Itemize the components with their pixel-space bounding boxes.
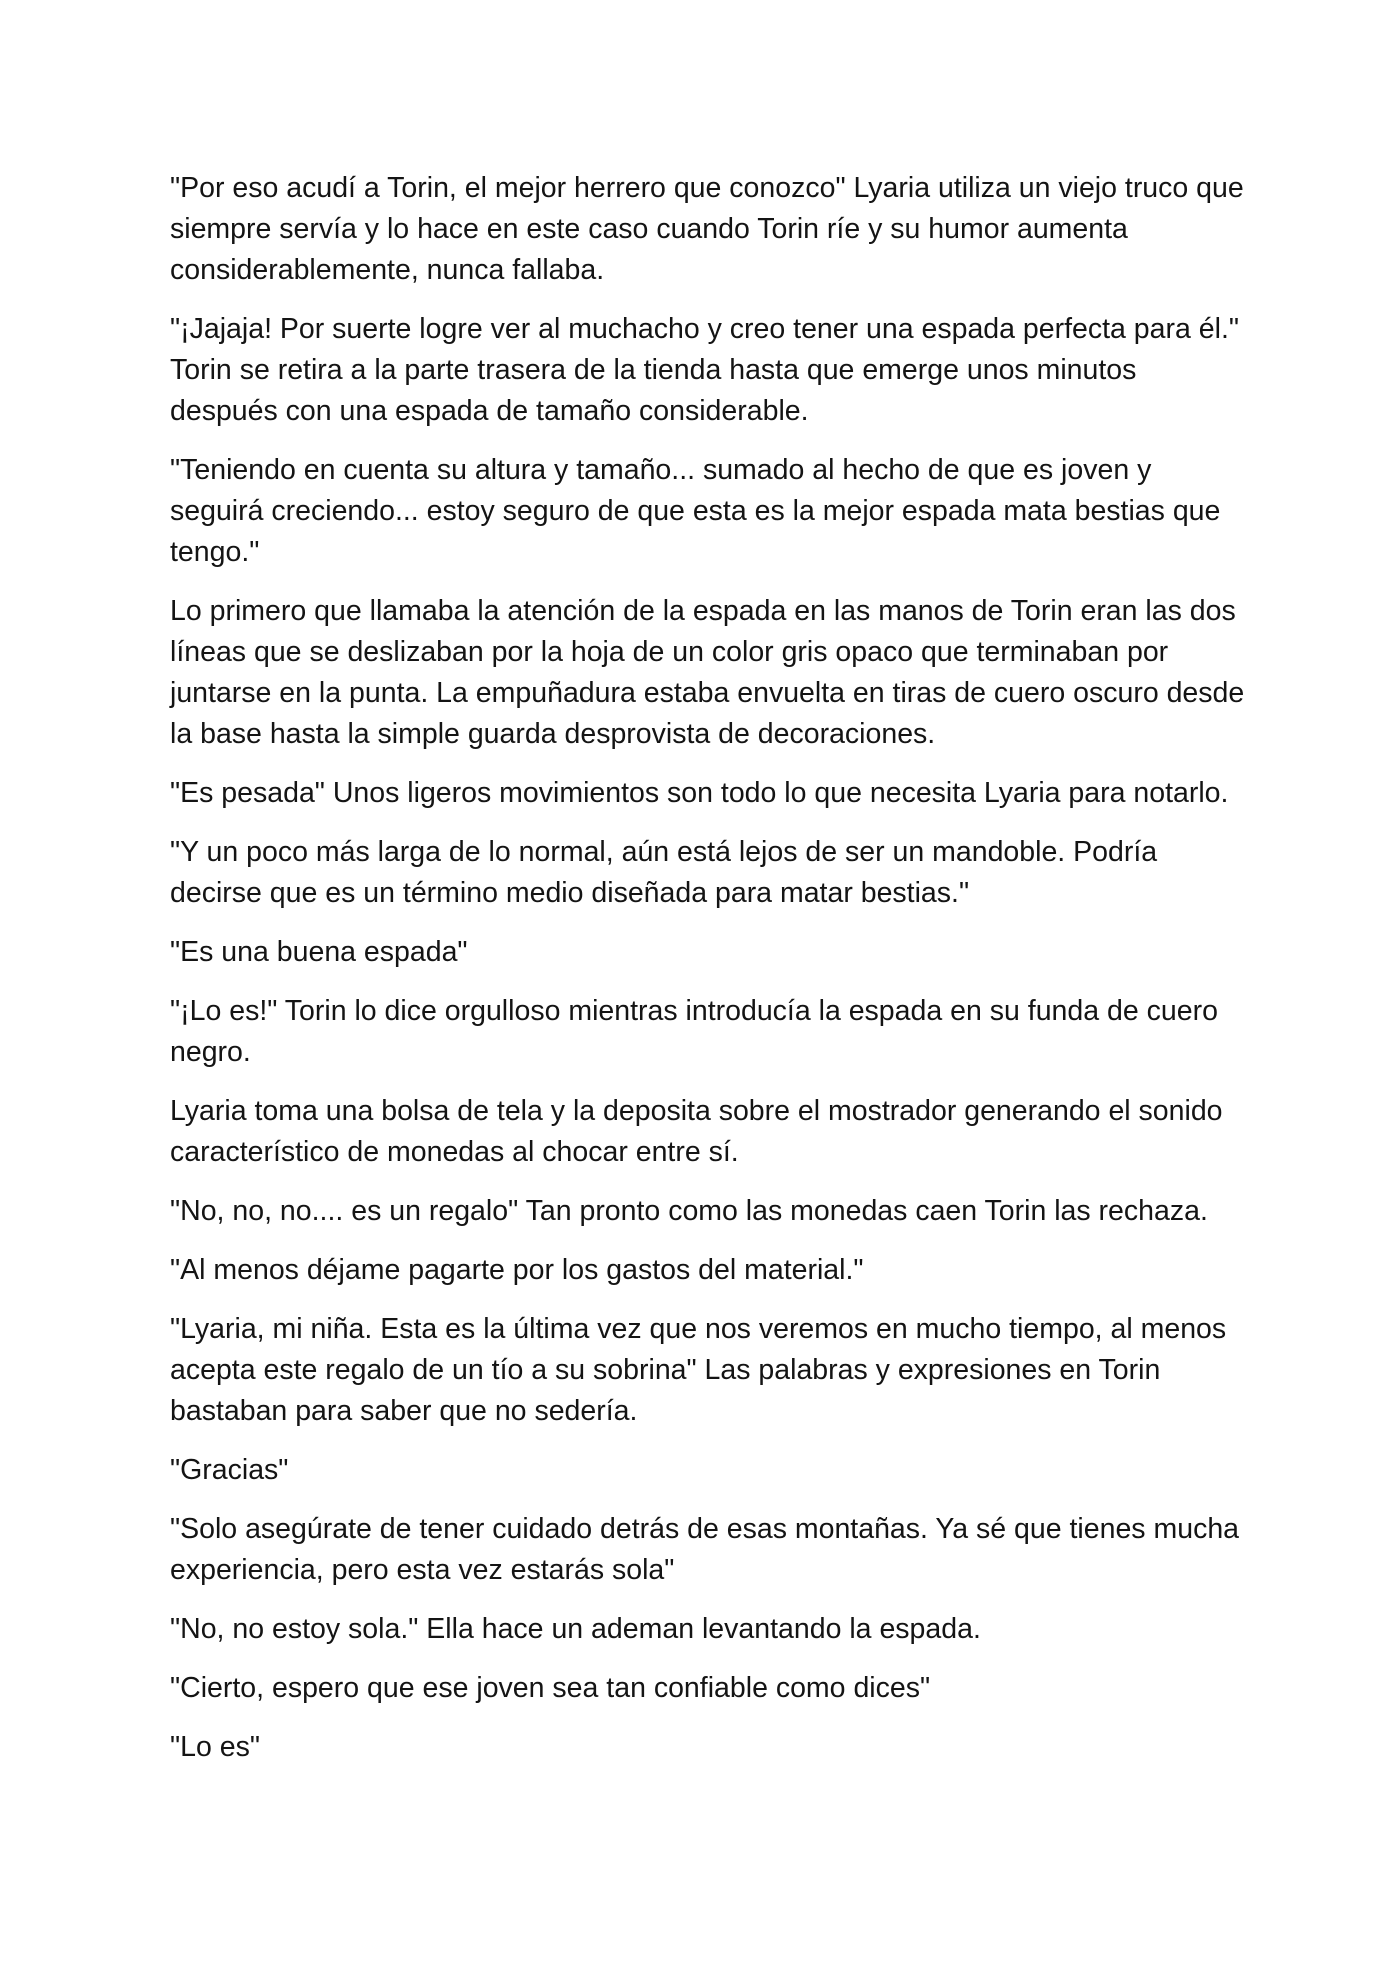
paragraph-17: "Lo es" xyxy=(170,1731,260,1763)
paragraph-14: "Solo asegúrate de tener cuidado detrás de esas montañas. Ya sé que tienes mucha experiencia, pero esta vez estarás sola" xyxy=(170,1513,1240,1586)
paragraph-6: "Y un poco más larga de lo normal, aún está lejos de ser un mandoble. Podría decirse que es un término medio diseñada para matar bestias." xyxy=(170,836,1158,909)
paragraph-3: "Teniendo en cuenta su altura y tamaño... sumado al hecho de que es joven y seguirá creciendo... estoy seguro de que esta es la mejor espada mata bestias que tengo." xyxy=(170,454,1221,568)
paragraph-1: "Por eso acudí a Torin, el mejor herrero que conozco" Lyaria utiliza un viejo truco que siempre servía y lo hace en este caso cuando Torin ríe y su humor aumenta considerablemente, nunca fallaba. xyxy=(170,172,1244,286)
paragraph-9: Lyaria toma una bolsa de tela y la deposita sobre el mostrador generando el sonido característico de monedas al chocar entre sí. xyxy=(170,1095,1223,1168)
paragraph-15: "No, no estoy sola." Ella hace un ademan levantando la espada. xyxy=(170,1613,981,1645)
document-body xyxy=(170,168,1250,1786)
paragraph-2: "¡Jajaja! Por suerte logre ver al muchacho y creo tener una espada perfecta para él." Torin se retira a la parte trasera de la tienda hasta que emerge unos minutos después con una espada de tamaño considerable. xyxy=(170,313,1239,427)
paragraph-11: "Al menos déjame pagarte por los gastos del material." xyxy=(170,1254,864,1286)
paragraph-5: "Es pesada" Unos ligeros movimientos son todo lo que necesita Lyaria para notarlo. xyxy=(170,777,1229,809)
paragraph-7: "Es una buena espada" xyxy=(170,936,468,968)
paragraph-13: "Gracias" xyxy=(170,1454,289,1486)
paragraph-16: "Cierto, espero que ese joven sea tan confiable como dices" xyxy=(170,1672,931,1704)
paragraph-4: Lo primero que llamaba la atención de la espada en las manos de Torin eran las dos líneas que se deslizaban por la hoja de un color gris opaco que terminaban por juntarse en la punta. La empuñadura estaba envuelta en tiras de cuero oscuro desde la base hasta la simple guarda desprovista de decoraciones. xyxy=(170,595,1245,750)
paragraph-8: "¡Lo es!" Torin lo dice orgulloso mientras introducía la espada en su funda de cuero negro. xyxy=(170,995,1218,1068)
paragraph-12: "Lyaria, mi niña. Esta es la última vez que nos veremos en mucho tiempo, al menos acepta este regalo de un tío a su sobrina" Las palabras y expresiones en Torin bastaban para saber que no sedería. xyxy=(170,1313,1227,1427)
paragraph-10: "No, no, no.... es un regalo" Tan pronto como las monedas caen Torin las rechaza. xyxy=(170,1195,1208,1227)
